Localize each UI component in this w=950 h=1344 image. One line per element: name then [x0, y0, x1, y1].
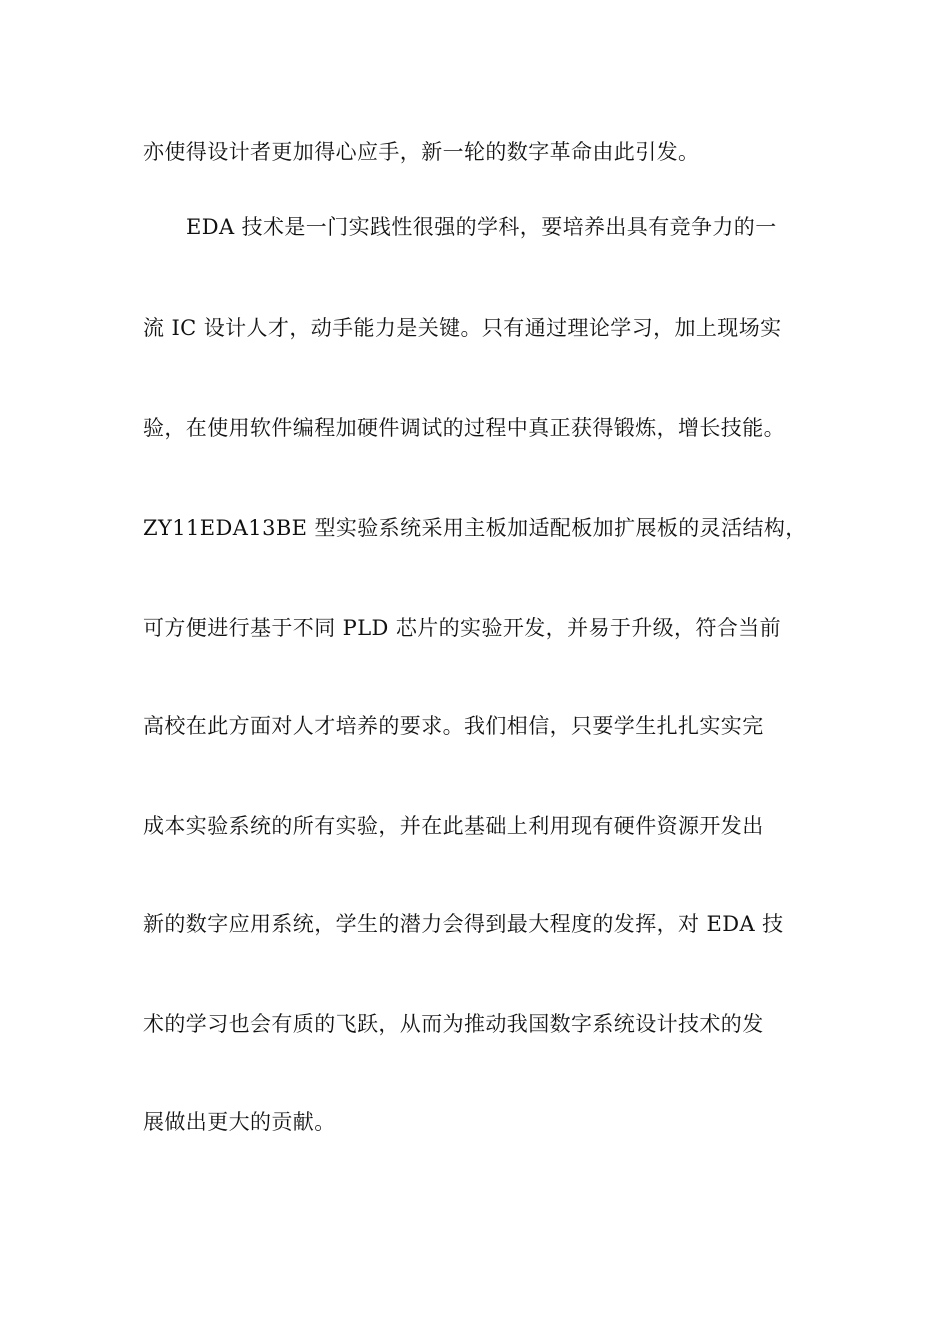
text-line-9: 新的数字应用系统，学生的潜力会得到最大程度的发挥，对 EDA 技 [143, 912, 784, 936]
text-line-4: 验，在使用软件编程加硬件调试的过程中真正获得锻炼，增长技能。 [143, 416, 785, 440]
text-line-1: 亦使得设计者更加得心应手，新一轮的数字革命由此引发。 [143, 140, 700, 164]
text-line-6: 可方便进行基于不同 PLD 芯片的实验开发，并易于升级，符合当前 [143, 616, 782, 640]
text-line-7: 高校在此方面对人才培养的要求。我们相信，只要学生扎扎实实完 [143, 714, 764, 738]
text-line-11: 展做出更大的贡献。 [143, 1110, 336, 1134]
text-line-8: 成本实验系统的所有实验，并在此基础上利用现有硬件资源开发出 [143, 814, 764, 838]
text-line-3: 流 IC 设计人才，动手能力是关键。只有通过理论学习，加上现场实 [143, 316, 782, 340]
text-line-2: EDA 技术是一门实践性很强的学科，要培养出具有竞争力的一 [186, 215, 777, 239]
text-line-5: ZY11EDA13BE 型实验系统采用主板加适配板加扩展板的灵活结构， [143, 516, 807, 540]
text-line-10: 术的学习也会有质的飞跃，从而为推动我国数字系统设计技术的发 [143, 1012, 764, 1036]
